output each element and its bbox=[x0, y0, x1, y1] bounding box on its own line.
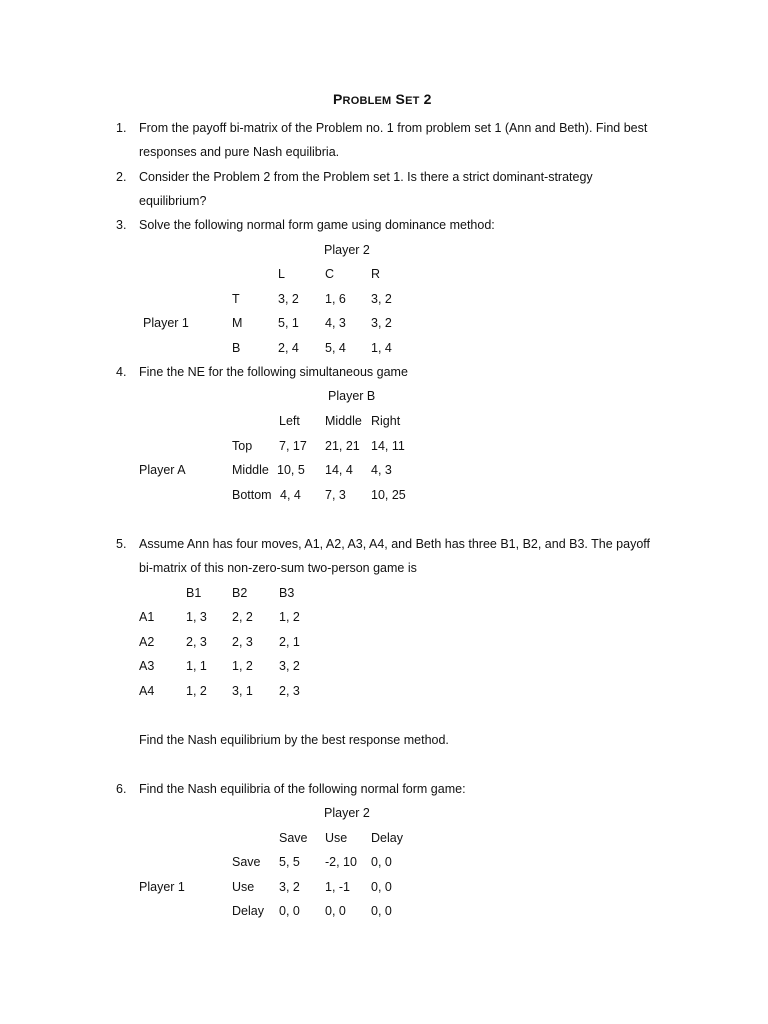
q3-row-label: B bbox=[232, 341, 241, 355]
q5-cell: 1, 2 bbox=[186, 684, 207, 698]
q3-row-label: T bbox=[232, 292, 240, 306]
q4-row-player: Player A bbox=[139, 463, 186, 477]
page-title: PROBLEM SET 2 bbox=[333, 91, 432, 107]
q5-row-label: A2 bbox=[139, 635, 155, 649]
q1-number: 1. bbox=[116, 121, 127, 135]
q5-cell: 3, 2 bbox=[279, 659, 300, 673]
q4-col-header: Middle bbox=[325, 414, 362, 428]
q4-cell: 21, 21 bbox=[325, 439, 360, 453]
q4-col-player: Player B bbox=[328, 389, 376, 403]
q6-col-header: Use bbox=[325, 831, 348, 845]
q4-cell: 4, 4 bbox=[280, 488, 301, 502]
q4-cell: 14, 11 bbox=[371, 439, 405, 453]
q5-col-header: B1 bbox=[186, 586, 202, 600]
q1-text-line1: From the payoff bi-matrix of the Problem no. 1 from problem set 1 (Ann and Beth). Find best bbox=[139, 121, 648, 135]
q4-col-header: Right bbox=[371, 414, 401, 428]
q3-row-player: Player 1 bbox=[143, 316, 189, 330]
q3-cell: 1, 6 bbox=[325, 292, 346, 306]
q3-cell: 2, 4 bbox=[278, 341, 299, 355]
q4-cell: 10, 25 bbox=[371, 488, 406, 502]
q5-footer: Find the Nash equilibrium by the best response method. bbox=[139, 733, 449, 747]
q5-row-label: A3 bbox=[139, 659, 155, 673]
q3-text: Solve the following normal form game using dominance method: bbox=[139, 218, 495, 232]
q5-row-label: A1 bbox=[139, 610, 155, 624]
q6-row-label: Save bbox=[232, 855, 261, 869]
q3-col-player: Player 2 bbox=[324, 243, 370, 257]
q4-row-label: Top bbox=[232, 439, 253, 453]
q5-text-line1: Assume Ann has four moves, A1, A2, A3, A4, and Beth has three B1, B2, and B3. The payoff bbox=[139, 537, 650, 551]
q6-col-player: Player 2 bbox=[324, 806, 370, 820]
q4-text: Fine the NE for the following simultaneous game bbox=[139, 365, 408, 379]
q5-cell: 1, 3 bbox=[186, 610, 207, 624]
q2-number: 2. bbox=[116, 170, 127, 184]
q6-cell: 0, 0 bbox=[279, 904, 300, 918]
q6-cell: 3, 2 bbox=[279, 880, 300, 894]
q4-cell: 7, 3 bbox=[325, 488, 346, 502]
q3-cell: 3, 2 bbox=[278, 292, 299, 306]
q6-cell: 1, -1 bbox=[325, 880, 351, 894]
q5-cell: 1, 2 bbox=[279, 610, 300, 624]
q4-number: 4. bbox=[116, 365, 127, 379]
q6-cell: 0, 0 bbox=[371, 880, 392, 894]
q6-col-header: Delay bbox=[371, 831, 403, 845]
q5-text-line2: bi-matrix of this non-zero-sum two-person game is bbox=[139, 561, 417, 575]
q4-row-label: Middle bbox=[232, 463, 269, 477]
q3-cell: 3, 2 bbox=[371, 316, 392, 330]
q5-col-header: B3 bbox=[279, 586, 295, 600]
q3-col-header: R bbox=[371, 267, 381, 281]
q5-number: 5. bbox=[116, 537, 127, 551]
q3-number: 3. bbox=[116, 218, 127, 232]
q4-cell: 4, 3 bbox=[371, 463, 392, 477]
q5-cell: 2, 3 bbox=[279, 684, 300, 698]
q6-row-player: Player 1 bbox=[139, 880, 185, 894]
q4-row-label: Bottom bbox=[232, 488, 272, 502]
q3-cell: 1, 4 bbox=[371, 341, 392, 355]
q3-col-header: C bbox=[325, 267, 335, 281]
q5-cell: 1, 2 bbox=[232, 659, 253, 673]
q6-cell: 0, 0 bbox=[371, 904, 392, 918]
q3-cell: 5, 4 bbox=[325, 341, 346, 355]
q5-cell: 2, 3 bbox=[232, 635, 253, 649]
q6-row-label: Delay bbox=[232, 904, 264, 918]
q3-cell: 4, 3 bbox=[325, 316, 346, 330]
q6-number: 6. bbox=[116, 782, 127, 796]
q4-cell: 14, 4 bbox=[325, 463, 353, 477]
q6-cell: 5, 5 bbox=[279, 855, 300, 869]
q3-row-label: M bbox=[232, 316, 243, 330]
q5-col-header: B2 bbox=[232, 586, 248, 600]
q3-cell: 3, 2 bbox=[371, 292, 392, 306]
q6-cell: 0, 0 bbox=[371, 855, 392, 869]
q6-col-header: Save bbox=[279, 831, 308, 845]
q5-row-label: A4 bbox=[139, 684, 155, 698]
q6-cell: -2, 10 bbox=[325, 855, 357, 869]
q4-col-header: Left bbox=[279, 414, 300, 428]
q5-cell: 2, 3 bbox=[186, 635, 207, 649]
q3-cell: 5, 1 bbox=[278, 316, 299, 330]
q5-cell: 3, 1 bbox=[232, 684, 253, 698]
q6-row-label: Use bbox=[232, 880, 255, 894]
q4-cell: 10, 5 bbox=[277, 463, 305, 477]
q4-cell: 7, 17 bbox=[279, 439, 307, 453]
q5-cell: 2, 1 bbox=[279, 635, 300, 649]
q3-col-header: L bbox=[278, 267, 285, 281]
q5-cell: 1, 1 bbox=[186, 659, 207, 673]
q5-cell: 2, 2 bbox=[232, 610, 253, 624]
q6-cell: 0, 0 bbox=[325, 904, 346, 918]
q1-text-line2: responses and pure Nash equilibria. bbox=[139, 145, 340, 159]
q2-text-line2: equilibrium? bbox=[139, 194, 207, 208]
q6-text: Find the Nash equilibria of the following normal form game: bbox=[139, 782, 466, 796]
q2-text-line1: Consider the Problem 2 from the Problem set 1. Is there a strict dominant-strategy bbox=[139, 170, 593, 184]
